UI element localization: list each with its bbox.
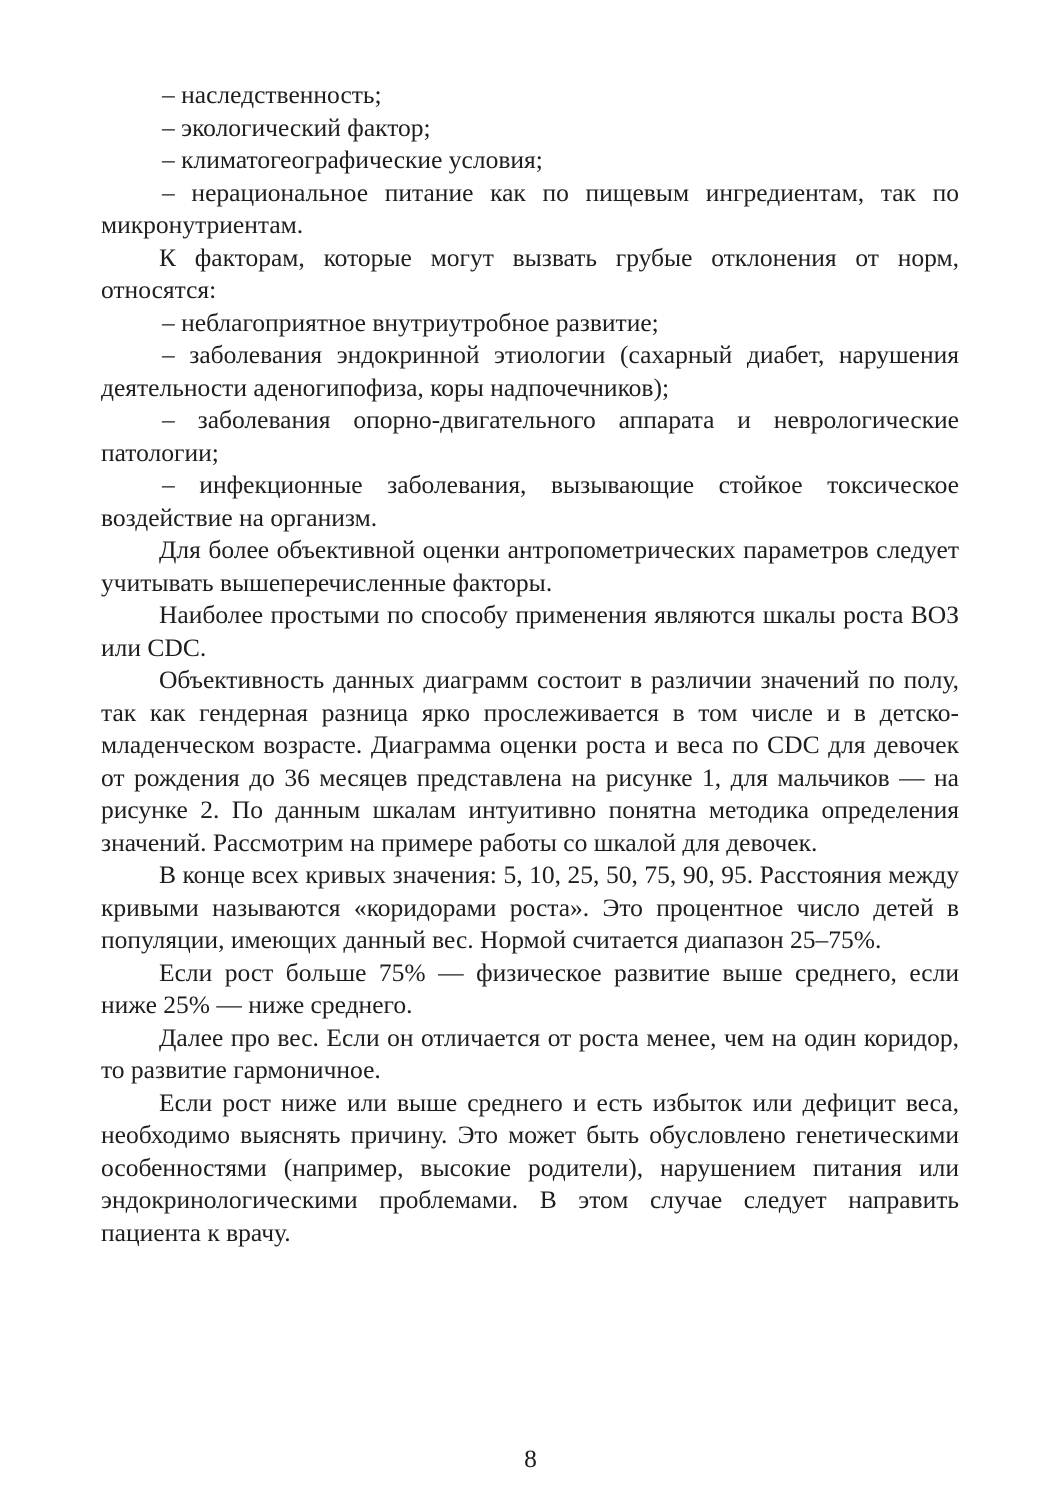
paragraph-factors-intro: К факторам, которые могут вызвать грубые отклонения от норм, относятся: <box>101 242 959 304</box>
list-item-endocrine: – заболевания эндокринной этиологии (сахарный диабет, нарушения деятельности аденогипофиза, коры надпочечников); <box>101 340 959 402</box>
paragraph-diagram-objectivity: Объективность данных диаграмм состоит в различии значений по полу, так как гендерная разница ярко прослеживается в том числе и в детско-младенческом возрасте. Диаграмма оценки роста и веса по CDC для девочек от рождения до 36 месяцев представлена на рисунке 1, для мальчиков — на рисунке 2. По данным шкалам интуитивно понятна методика определения значений. Рассмотрим на примере работы со шкалой для девочек. <box>101 665 959 857</box>
paragraph-growth-scales: Наиболее простыми по способу применения являются шкалы роста ВОЗ или CDC. <box>101 600 959 662</box>
paragraph-cause: Если рост ниже или выше среднего и есть избыток или дефицит веса, необходимо выяснять причину. Это может быть обусловлено генетическими особенностями (например, высокие родители), нарушением питания или эндокринологическими проблемами. В этом случае следует направить пациента к врачу. <box>101 1087 959 1247</box>
list-item-infectious: – инфекционные заболевания, вызывающие стойкое токсическое воздействие на организм. <box>101 470 959 532</box>
list-item-nutrition: – нерациональное питание как по пищевым ингредиентам, так по микронутриентам. <box>101 177 959 239</box>
paragraph-curve-values: В конце всех кривых значения: 5, 10, 25, 50, 75, 90, 95. Расстояния между кривыми называются «коридорами роста». Это процентное число детей в популяции, имеющих данный вес. Нормой считается диапазон 25–75%. <box>101 860 959 954</box>
list-item-climate: – климатогеографические условия; <box>162 145 543 174</box>
paragraph-weight: Далее про вес. Если он отличается от роста менее, чем на один коридор, то развитие гармоничное. <box>101 1022 959 1084</box>
list-item-ecology: – экологический фактор; <box>162 112 431 142</box>
list-item-heredity: – наследственность; <box>162 80 382 109</box>
list-item-prenatal: – неблагоприятное внутриутробное развитие; <box>162 307 659 337</box>
paragraph-objective-assessment: Для более объективной оценки антропометрических параметров следует учитывать вышеперечисленные факторы. <box>101 535 959 597</box>
paragraph-height-percentile: Если рост больше 75% — физическое развитие выше среднего, если ниже 25% — ниже среднего. <box>101 957 959 1019</box>
list-item-musculoskeletal: – заболевания опорно-двигательного аппарата и неврологические патологии; <box>101 405 959 467</box>
body-text <box>101 79 959 1249</box>
page-number: 8 <box>524 1444 537 1473</box>
